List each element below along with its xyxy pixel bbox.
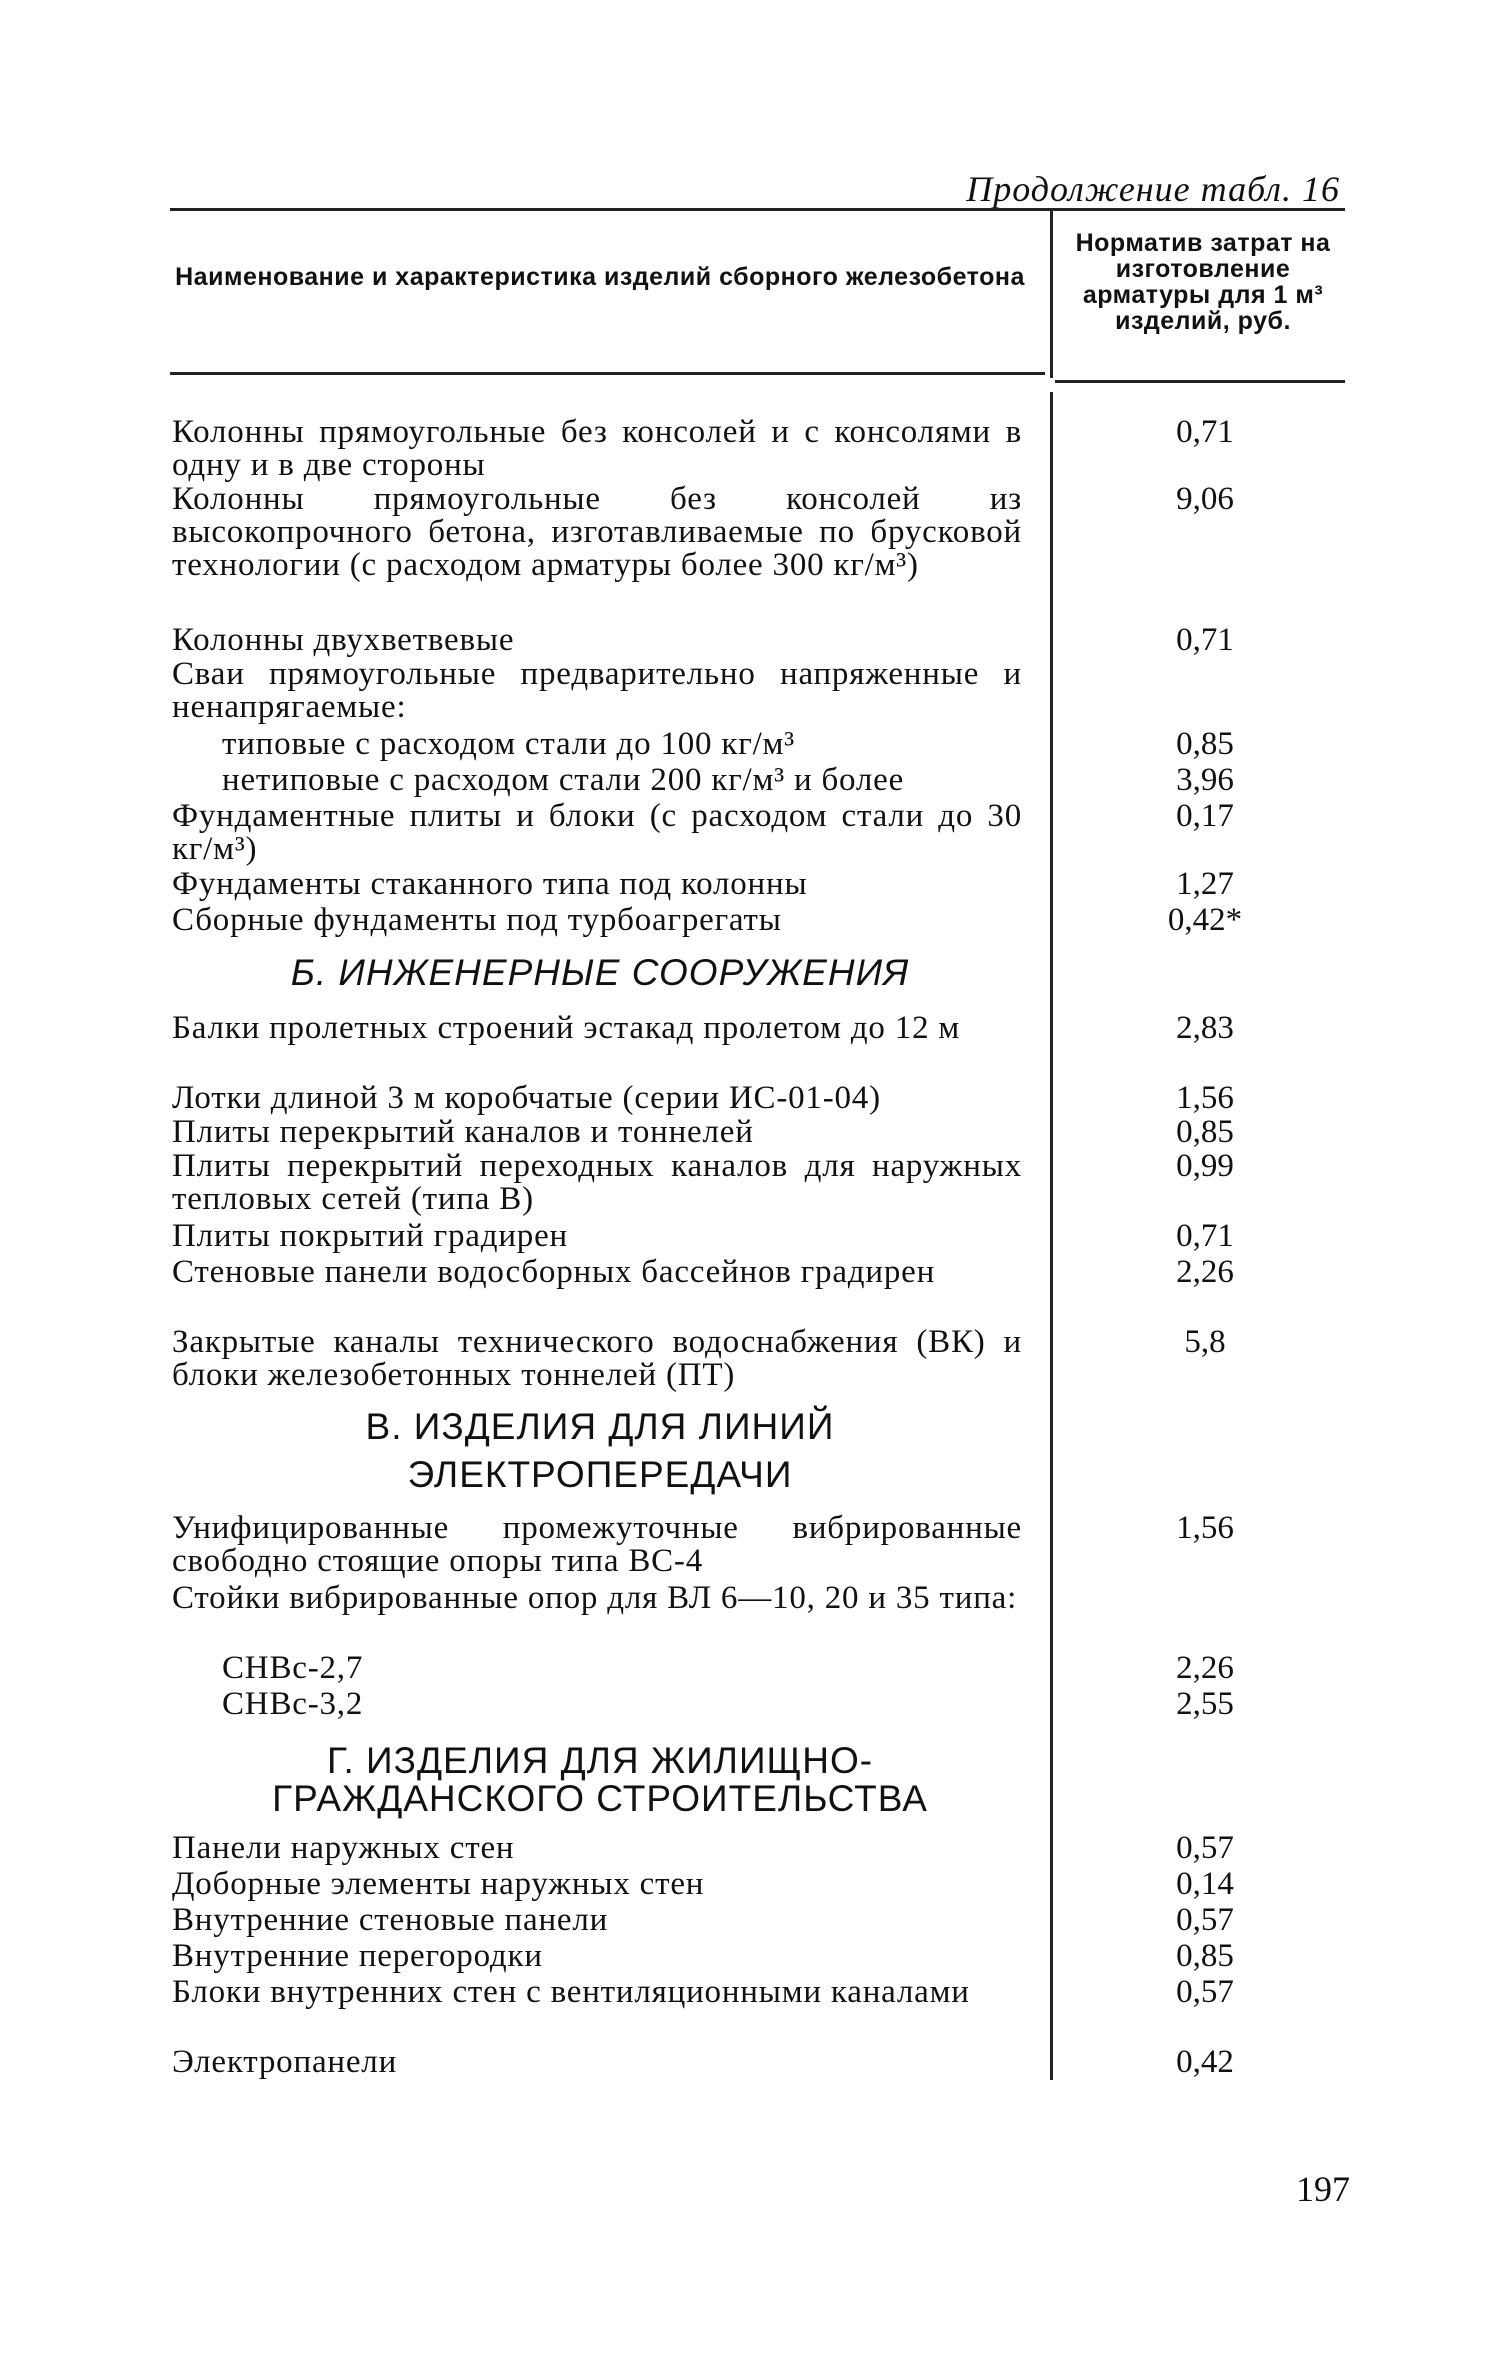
- row-name: Сваи прямоугольные предварительно напряженные и ненапрягаемые:: [172, 656, 1022, 725]
- row-value: 0,17: [1176, 798, 1234, 834]
- row-name: Сборные фундаменты под турбоагрегаты: [172, 902, 782, 938]
- header-bottom-rule-right: [1055, 380, 1345, 383]
- section-heading-b: Б. ИНЖЕНЕРНЫЕ СООРУЖЕНИЯ: [290, 952, 910, 993]
- page-number: 197: [1296, 2169, 1350, 2209]
- row-value: 0,42*: [1167, 902, 1243, 938]
- row-name: Колонны прямоугольные без консолей из высокопрочного бетона, изготавливаемые по брусковой технологии (с расходом арматуры более 300 кг/м³): [172, 481, 1022, 583]
- row-value: 2,55: [1176, 1686, 1234, 1722]
- row-name: типовые с расходом стали до 100 кг/м³: [222, 726, 795, 762]
- row-value: 0,57: [1176, 1974, 1234, 2010]
- row-value: 1,56: [1176, 1080, 1234, 1116]
- row-name: СНВс-3,2: [222, 1686, 364, 1722]
- row-value: 2,83: [1176, 1010, 1234, 1046]
- header-column-divider: [1050, 210, 1053, 378]
- row-name: Лотки длиной 3 м коробчатые (серии ИС-01-04): [172, 1080, 881, 1116]
- row-name: Колонны прямоугольные без консолей и с консолями в одну и в две стороны: [172, 414, 1022, 483]
- body-column-divider: [1050, 392, 1053, 2080]
- row-name: Балки пролетных строений эстакад пролетом до 12 м: [172, 1010, 961, 1046]
- row-name: Закрытые каналы технического водоснабжения (ВК) и блоки железобетонных тоннелей (ПТ): [172, 1324, 1022, 1393]
- row-name: Электропанели: [172, 2044, 398, 2080]
- row-value: 0,42: [1176, 2044, 1234, 2080]
- row-name: Стойки вибрированные опор для ВЛ 6—10, 20 и 35 типа:: [172, 1580, 1018, 1616]
- row-value: 0,85: [1176, 726, 1234, 762]
- section-heading-v-line1: В. ИЗДЕЛИЯ ДЛЯ ЛИНИЙ: [365, 1406, 835, 1447]
- row-value: 0,57: [1176, 1830, 1234, 1866]
- section-heading-g-line2: ГРАЖДАНСКОГО СТРОИТЕЛЬСТВА: [272, 1778, 928, 1819]
- row-name: Фундаменты стаканного типа под колонны: [172, 866, 808, 902]
- row-name: Плиты перекрытий переходных каналов для наружных тепловых сетей (типа В): [172, 1148, 1022, 1217]
- row-value: 0,71: [1176, 622, 1234, 658]
- row-value: 0,71: [1176, 414, 1234, 450]
- row-name: Внутренние стеновые панели: [172, 1902, 609, 1938]
- row-name: Стеновые панели водосборных бассейнов градирен: [172, 1254, 936, 1290]
- row-value: 0,85: [1176, 1114, 1234, 1150]
- row-value: 0,99: [1176, 1148, 1234, 1184]
- row-name: Колонны двухветвевые: [172, 622, 515, 658]
- row-value: 0,14: [1176, 1866, 1234, 1902]
- row-name: нетиповые с расходом стали 200 кг/м³ и более: [222, 762, 905, 798]
- row-name: Фундаментные плиты и блоки (с расходом стали до 30 кг/м³): [172, 798, 1022, 867]
- row-name: Блоки внутренних стен с вентиляционными каналами: [172, 1974, 970, 2010]
- row-value: 2,26: [1176, 1254, 1234, 1290]
- row-value: 1,27: [1176, 866, 1234, 902]
- continuation-caption: Продолжение табл. 16: [966, 169, 1340, 209]
- header-bottom-rule: [170, 372, 1045, 375]
- section-heading-g-line1: Г. ИЗДЕЛИЯ ДЛЯ ЖИЛИЩНО-: [326, 1740, 874, 1781]
- row-value: 0,85: [1176, 1938, 1234, 1974]
- header-col-name: Наименование и характеристика изделий сборного железобетона: [175, 263, 1025, 291]
- row-value: 9,06: [1176, 481, 1234, 517]
- table-top-rule: [170, 208, 1345, 211]
- row-name: Доборные элементы наружных стен: [172, 1866, 705, 1902]
- row-name: Унифицированные промежуточные вибрированные свободно стоящие опоры типа ВС-4: [172, 1510, 1022, 1579]
- row-value: 0,71: [1176, 1218, 1234, 1254]
- row-value: 0,57: [1176, 1902, 1234, 1938]
- row-name: Внутренние перегородки: [172, 1938, 543, 1974]
- row-value: 3,96: [1176, 762, 1234, 798]
- row-value: 2,26: [1176, 1650, 1234, 1686]
- row-value: 1,56: [1176, 1510, 1234, 1546]
- row-value: 5,8: [1184, 1324, 1226, 1360]
- section-heading-v-line2: ЭЛЕКТРОПЕРЕДАЧИ: [407, 1454, 793, 1495]
- row-name: СНВс-2,7: [222, 1650, 364, 1686]
- header-col-norm: Норматив затрат на изготовление арматуры для 1 м³ изделий, руб.: [1075, 229, 1331, 335]
- row-name: Панели наружных стен: [172, 1830, 515, 1866]
- row-name: Плиты покрытий градирен: [172, 1218, 568, 1254]
- row-name: Плиты перекрытий каналов и тоннелей: [172, 1114, 754, 1150]
